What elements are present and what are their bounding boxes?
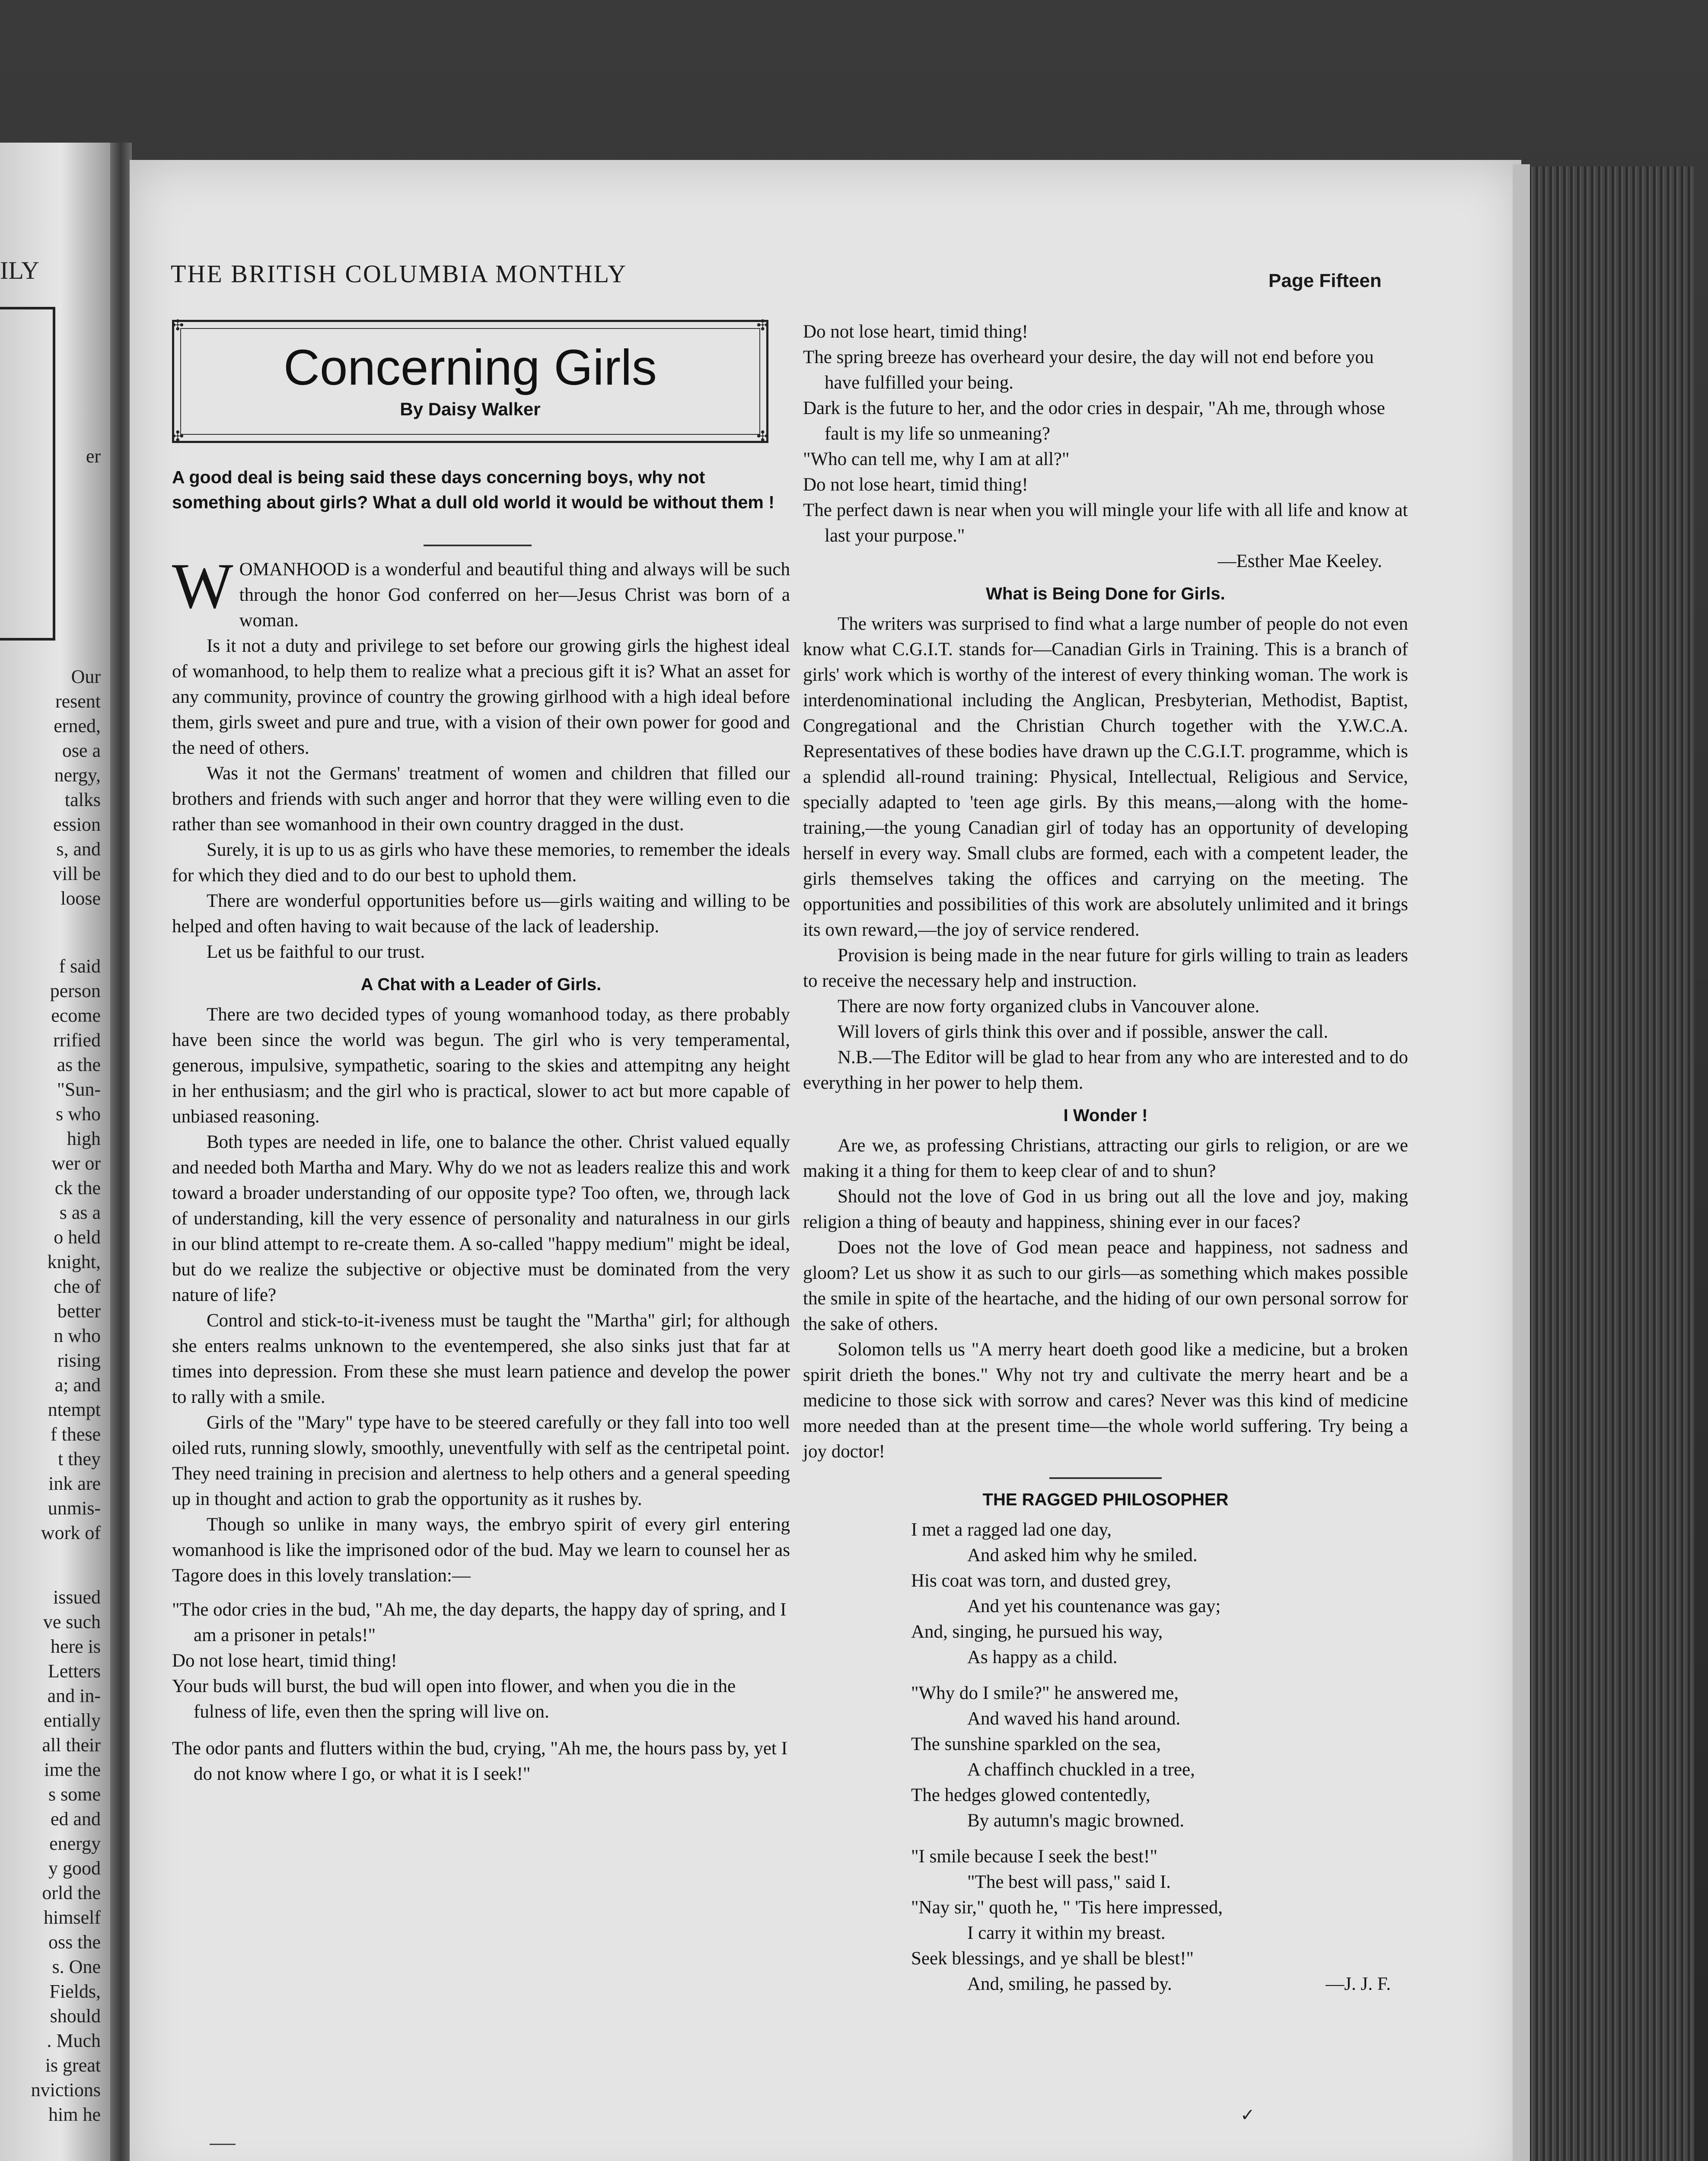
paragraph: Will lovers of girls think this over and if possible, answer the call.: [838, 1022, 1329, 1042]
poem-line: The sunshine sparkled on the sea,: [911, 1734, 1161, 1754]
left-page-line: t they: [58, 1448, 101, 1469]
section-heading: A Chat with a Leader of Girls.: [360, 975, 602, 994]
left-page-line: talks: [64, 789, 101, 810]
left-page-line: ink are: [48, 1473, 101, 1494]
left-page-line: ime the: [44, 1759, 101, 1780]
paragraph: Are we, as professing Christians, attracting our girls to religion, or are we making it a thing for them to keep clear of and to shun?: [803, 1135, 1408, 1181]
left-page-box: [0, 307, 55, 641]
left-page-line: Letters: [48, 1661, 101, 1682]
paragraph: Let us be faithful to our trust.: [207, 942, 425, 962]
section-heading: What is Being Done for Girls.: [986, 584, 1225, 603]
poem-line: As happy as a child.: [967, 1647, 1118, 1667]
left-page-line: . Much: [47, 2030, 101, 2051]
left-page-header: ILY: [0, 256, 39, 284]
left-page-line: s as a: [59, 1202, 101, 1223]
poem-line: The hedges glowed contentedly,: [911, 1785, 1150, 1805]
paragraph: N.B.—The Editor will be glad to hear from any who are interested and to do everything in her power to help them.: [803, 1047, 1408, 1093]
section-heading: I Wonder !: [1063, 1106, 1148, 1125]
left-page-line: nvictions: [31, 2079, 101, 2100]
corner-ornament-icon: ✣: [756, 429, 769, 445]
article-title: Concerning Girls: [284, 339, 657, 395]
book-page-stack: [1519, 166, 1694, 2161]
poem-line: And waved his hand around.: [967, 1708, 1181, 1729]
column-right: [803, 319, 1408, 1997]
paragraph: Solomon tells us "A merry heart doeth good like a medicine, but a broken spirit drieth the bones." Why not try and cultivate the merry heart and be a medicine to those sick with sorrow and cares? Never was this kind of medicine more needed than at the present time—the whole world suffering. Try being a joy doctor!: [803, 1339, 1408, 1462]
poem-line: "The odor cries in the bud, "Ah me, the day departs, the happy day of spring, and I am a prisoner in petals!": [172, 1600, 787, 1645]
poem-line: "Nay sir," quoth he, " 'Tis here impressed,: [911, 1897, 1223, 1918]
left-page-line: f said: [59, 956, 101, 977]
paragraph: Does not the love of God mean peace and happiness, not sadness and gloom? Let us show it as such to our girls—as something which makes possible the smile in spite of the heartache, and the hiding of our own personal sorrow for the sake of others.: [803, 1237, 1408, 1334]
poem-line: Do not lose heart, timid thing!: [803, 322, 1028, 342]
poem-line: [829, 1971, 1391, 1997]
left-page-line: s who: [56, 1103, 101, 1125]
poem-signature: —Esther Mae Keeley.: [1217, 551, 1382, 571]
section-divider: [1049, 1477, 1162, 1479]
left-page-line: work of: [41, 1522, 101, 1543]
left-page-line: s some: [48, 1784, 101, 1805]
article-byline: By Daisy Walker: [400, 399, 541, 419]
left-page-line: a; and: [54, 1374, 101, 1396]
paragraph: Surely, it is up to us as girls who have these memories, to remember the ideals for which they died and to do our best to uphold them.: [172, 840, 790, 886]
poem-line: By autumn's magic browned.: [967, 1810, 1185, 1831]
paragraph: WOMANHOOD is a wonderful and beautiful thing and always will be such through the honor God conferred on her—Jesus Christ was born of a woman.: [172, 550, 790, 631]
poem-line: Do not lose heart, timid thing!: [803, 475, 1028, 495]
left-page-line: should: [50, 2005, 101, 2027]
left-page-line: ose a: [62, 740, 101, 761]
left-page-line: y good: [48, 1858, 101, 1879]
left-page-line: s. One: [52, 1956, 101, 1977]
poem-line: A chaffinch chuckled in a tree,: [967, 1759, 1195, 1780]
poem-line: Do not lose heart, timid thing!: [172, 1651, 397, 1671]
left-page-line: person: [50, 980, 101, 1001]
book-gutter: [110, 143, 132, 2161]
poem-line: Dark is the future to her, and the odor cries in despair, "Ah me, through whose fault is my life so unmeaning?: [803, 398, 1385, 444]
poem-line: I met a ragged lad one day,: [911, 1520, 1112, 1540]
ragged-philosopher-poem: [829, 1517, 1391, 1997]
poem-line: I carry it within my breast.: [967, 1923, 1166, 1943]
left-page-line: rising: [57, 1350, 101, 1371]
paragraph: Provision is being made in the near future for girls willing to train as leaders to receive the necessary help and instruction.: [803, 945, 1408, 991]
poem-title: THE RAGGED PHILOSOPHER: [982, 1490, 1229, 1509]
poem-line: The odor pants and flutters within the bud, crying, "Ah me, the hours pass by, yet I do not know where I go, or what it is I seek!": [172, 1738, 787, 1784]
left-page-line: here is: [50, 1636, 101, 1657]
left-page-line: s, and: [56, 838, 101, 860]
paragraph: Girls of the "Mary" type have to be steered carefully or they fall into too well oiled ruts, running slowly, smoothly, uneventfully with self as the centripetal point. They need training in precision and alertness to help others and a general speeding up in thought and action to grab the opportunity as it rushes by.: [172, 1412, 790, 1509]
corner-ornament-icon: ✣: [756, 318, 769, 334]
left-page-line: unmis-: [48, 1498, 101, 1519]
poem-line: "Who can tell me, why I am at all?": [803, 449, 1070, 469]
poem-line: And, singing, he pursued his way,: [911, 1622, 1163, 1642]
left-page-line: issued: [53, 1587, 101, 1608]
paragraph: Was it not the Germans' treatment of women and children that filled our brothers and friends with such anger and horror that they were willing even to die rather than see womanhood in their own country dragged in the dust.: [172, 763, 790, 835]
corner-ornament-icon: ✣: [172, 429, 184, 445]
left-page-line: Our: [71, 666, 101, 687]
left-page-line: better: [57, 1300, 101, 1322]
left-page-line: ed and: [50, 1808, 101, 1830]
paragraph: There are two decided types of young womanhood today, as there probably have been since the world was begun. The girl who is very temperamental, generous, impulsive, sympathetic, soaring to the skies and attempitng any height in her enthusiasm; and the girl who is practical, slower to act but more capable of unbiased reasoning.: [172, 1004, 790, 1127]
left-page-line: ession: [53, 814, 101, 835]
left-page-line: entially: [44, 1710, 101, 1731]
paragraph: The writers was surprised to find what a large number of people do not even know what C.G.I.T. stands for—Canadian Girls in Training. This is a branch of girls' work which is worthy of the interest of every thinking woman. The work is interdenominational including the Anglican, Presbyterian, Methodist, Baptist, Congregational and the Christian Church together with the Y.W.C.A. Representatives of these bodies have drawn up the C.G.I.T. programme, which is a splendid all-round training: Physical, Intellectual, Religious and Service, specially adapted to 'teen age girls. By this means,—along with the home-training,—the young Canadian girl of today has an opportunity of developing herself in every way. Small clubs are formed, each with a competent leader, the girls themselves taking the offices and carrying on the meeting. The opportunities and possibilities of this work are absolutely unlimited and it brings its own reward,—the joy of service rendered.: [803, 614, 1408, 940]
article-intro: A good deal is being said these days concerning boys, why not something about girls? What a dull old world it would be without them !: [172, 467, 774, 512]
page-edge: [1513, 164, 1530, 2161]
poem-line: The perfect dawn is near when you will mingle your life with all life and know at last your purpose.": [803, 500, 1408, 546]
left-page-line: wer or: [51, 1153, 101, 1174]
left-page-line: che of: [54, 1276, 101, 1297]
left-page-line: him he: [48, 2104, 101, 2125]
left-page-line: Fields,: [49, 1981, 101, 2002]
left-page-line: rrified: [53, 1030, 101, 1051]
page-number: Page Fifteen: [1268, 270, 1382, 291]
paragraph: Both types are needed in life, one to balance the other. Christ valued equally and needed both Martha and Mary. Why do we not as leaders realize this and work toward a broader understanding of our opposite type? Too often, we, through lack of understanding, kill the very essence of personality and naturalness in our girls in our blind attempt to re-create them. A so-called "happy medium" might be ideal, but do we realize the subjective or objective must be dominated from the very nature of life?: [172, 1132, 790, 1305]
checkmark-icon: ✓: [1240, 2105, 1255, 2125]
poem-line: And yet his countenance was gay;: [967, 1596, 1221, 1616]
left-page-line: vill be: [52, 863, 101, 884]
poem-line: Your buds will burst, the bud will open into flower, and when you die in the fulness of life, even then the spring will live on.: [172, 1676, 736, 1722]
publication-header: THE BRITISH COLUMBIA MONTHLY: [171, 260, 628, 288]
poem-line: His coat was torn, and dusted grey,: [911, 1571, 1171, 1591]
paragraph: Is it not a duty and privilege to set before our growing girls the highest ideal of womanhood, to help them to realize what a precious gift it is? What an asset for any community, province of country the growing girlhood with a high ideal before them, girls sweet and pure and true, with a vision of their own power for good and the need of others.: [172, 636, 790, 758]
left-page-line: oss the: [48, 1932, 101, 1953]
column-left: [172, 550, 790, 1787]
left-page-line: is great: [45, 2055, 101, 2076]
intro-divider: [424, 545, 532, 546]
left-page-line: nergy,: [54, 765, 101, 786]
left-page-line: o held: [54, 1227, 101, 1248]
left-page-line: loose: [61, 888, 101, 909]
left-page-line: ecome: [51, 1005, 101, 1026]
left-page-line: er: [86, 446, 101, 467]
left-page-line: n who: [54, 1325, 101, 1346]
left-page-line: "Sun-: [57, 1079, 101, 1100]
corner-ornament-icon: ✣: [172, 318, 184, 334]
paragraph: Should not the love of God in us bring out all the love and joy, making religion a thing of beauty and happiness, shining ever in our faces?: [803, 1186, 1408, 1232]
left-page-line: as the: [57, 1054, 101, 1075]
left-page-line: ck the: [54, 1177, 101, 1198]
left-page-line: and in-: [47, 1685, 101, 1706]
paragraph: There are wonderful opportunities before us—girls waiting and willing to be helped and often having to wait because of the lack of leadership.: [172, 891, 790, 937]
poem-line: The spring breeze has overheard your desire, the day will not end before you have fulfilled your being.: [803, 347, 1374, 393]
poem-line: And asked him why he smiled.: [967, 1545, 1198, 1565]
left-page-line: himself: [44, 1907, 101, 1928]
left-page-line: erned,: [54, 715, 101, 736]
poem-line-text: And, smiling, he passed by.: [967, 1974, 1172, 1994]
footer-mark: [210, 2144, 236, 2145]
poem-line: "Why do I smile?" he answered me,: [911, 1683, 1179, 1703]
left-page-line: all their: [42, 1734, 101, 1756]
left-page-line: f these: [50, 1424, 101, 1445]
poem-line: Seek blessings, and ye shall be blest!": [911, 1948, 1194, 1969]
left-facing-page: [0, 143, 110, 2161]
article-title-box: [172, 320, 768, 443]
paragraph: There are now forty organized clubs in Vancouver alone.: [838, 996, 1260, 1017]
left-page-line: knight,: [47, 1251, 101, 1272]
drop-cap: W: [172, 550, 233, 622]
left-page-line: ntempt: [48, 1399, 101, 1420]
poem-line: "I smile because I seek the best!": [911, 1846, 1158, 1867]
left-page-line: energy: [49, 1833, 101, 1854]
poem-line: "The best will pass," said I.: [967, 1872, 1171, 1892]
poem-signature: —J. J. F.: [1326, 1974, 1391, 1994]
paragraph: Though so unlike in many ways, the embryo spirit of every girl entering womanhood is like the imprisoned odor of the bud. May we learn to counsel her as Tagore does in this lovely translation:—: [172, 1514, 790, 1586]
tagore-poem-part1: [172, 1597, 790, 1787]
tagore-poem-part2: [803, 319, 1408, 574]
left-page-line: high: [67, 1128, 101, 1149]
left-page-line: orld the: [42, 1882, 101, 1903]
paragraph: Control and stick-to-it-iveness must be taught the "Martha" girl; for although she enters realms unknown to the eventempered, she also sinks just that far at times into depression. From these she must learn patience and develop the power to rally with a smile.: [172, 1310, 790, 1407]
left-page-line: resent: [55, 691, 101, 712]
left-page-line: ve such: [43, 1611, 101, 1632]
